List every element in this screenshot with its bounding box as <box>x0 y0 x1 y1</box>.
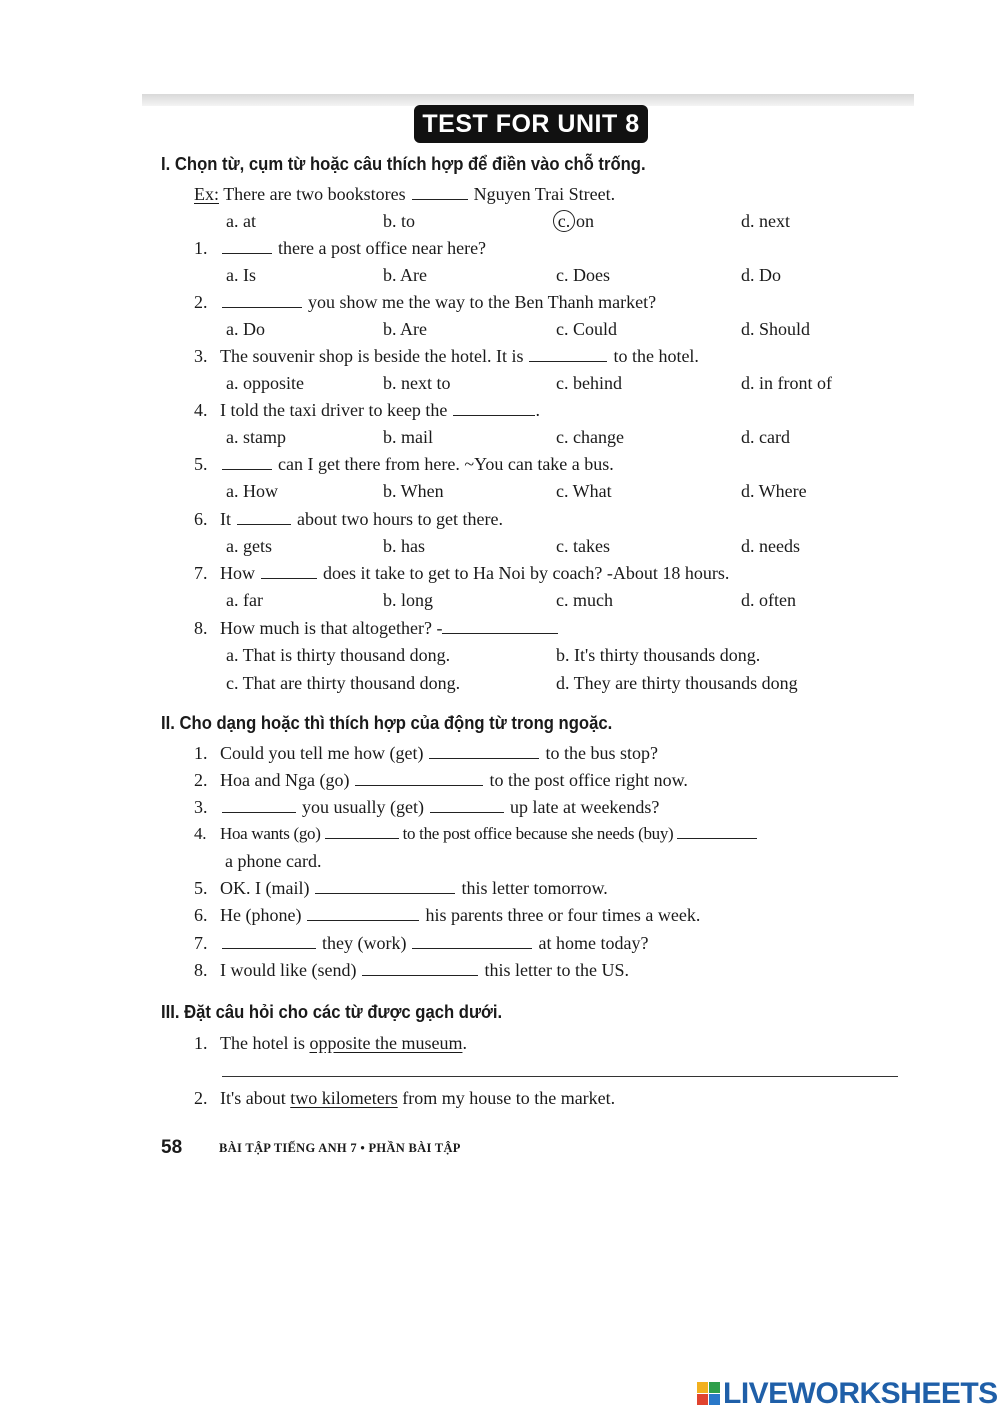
example-text-before: There are two bookstores <box>223 184 406 204</box>
underlined-phrase: opposite the museum <box>309 1033 463 1053</box>
item-number: 2. <box>194 1088 208 1108</box>
verb-item-4-cont: a phone card. <box>225 851 322 871</box>
verb-item-3 <box>194 795 659 819</box>
question-text-before: How <box>220 563 255 583</box>
item-number: 1. <box>194 1033 208 1053</box>
answer-blank[interactable] <box>430 798 504 813</box>
example-option-a: a. at <box>226 211 256 231</box>
verb-item-2 <box>194 768 688 792</box>
question-text-before: How much is that altogether? - <box>220 618 443 638</box>
item-text-b: this letter tomorrow. <box>461 878 608 898</box>
example-question <box>194 182 615 206</box>
answer-blank[interactable] <box>325 824 399 839</box>
q8-option-c[interactable]: c. That are thirty thousand dong. <box>226 673 461 693</box>
question-text: can I get there from here. ~You can take a bus. <box>278 454 614 474</box>
q4-option-b[interactable]: b. mail <box>383 427 433 447</box>
brand-text: LIVEWORKSHEETS <box>723 1377 998 1410</box>
q2-option-d[interactable]: d. Should <box>741 319 811 339</box>
q2-option-c[interactable]: c. Could <box>556 319 617 339</box>
q4-option-a[interactable]: a. stamp <box>226 427 286 447</box>
verb-item-7 <box>194 931 648 955</box>
q6-option-b[interactable]: b. has <box>383 536 425 556</box>
question-text: you show me the way to the Ben Thanh market? <box>308 292 657 312</box>
rewrite-item-1 <box>194 1031 467 1055</box>
question-text: there a post office near here? <box>278 238 487 258</box>
rewrite-item-2 <box>194 1086 615 1110</box>
answer-blank[interactable] <box>529 347 607 362</box>
q6-option-d[interactable]: d. needs <box>741 536 800 556</box>
circled-option-c: c. <box>553 210 575 232</box>
section-3-heading: III. Đặt câu hỏi cho các từ được gạch dưới. <box>161 1001 503 1022</box>
answer-blank[interactable] <box>222 934 316 949</box>
question-number: 5. <box>194 454 208 474</box>
item-text-before: The hotel is <box>220 1033 305 1053</box>
answer-blank[interactable] <box>261 564 317 579</box>
q3-option-d[interactable]: d. in front of <box>741 373 832 393</box>
question-text-after: . <box>535 400 540 420</box>
item-text-b: to the bus stop? <box>545 743 658 763</box>
section-1-heading: I. Chọn từ, cụm từ hoặc câu thích hợp để điền vào chỗ trống. <box>161 153 646 174</box>
example-label: Ex: <box>194 184 219 204</box>
logo-grid-icon <box>697 1382 721 1406</box>
item-number: 4. <box>194 824 207 843</box>
q1-option-a[interactable]: a. Is <box>226 265 256 285</box>
item-number: 8. <box>194 960 208 980</box>
book-title-footer: BÀI TẬP TIẾNG ANH 7 • PHẦN BÀI TẬP <box>219 1141 461 1155</box>
question-number: 1. <box>194 238 208 258</box>
answer-blank[interactable] <box>315 879 455 894</box>
question-2 <box>194 290 656 314</box>
q7-option-b[interactable]: b. long <box>383 590 434 610</box>
answer-blank[interactable] <box>222 798 296 813</box>
q7-option-c[interactable]: c. much <box>556 590 613 610</box>
item-text-b: at home today? <box>538 933 649 953</box>
q4-option-c[interactable]: c. change <box>556 427 624 447</box>
question-number: 8. <box>194 618 208 638</box>
answer-blank[interactable] <box>237 510 291 525</box>
page-number: 58 <box>161 1137 183 1158</box>
question-number: 2. <box>194 292 208 312</box>
example-option-c-text: on <box>576 211 594 231</box>
q6-option-a[interactable]: a. gets <box>226 536 272 556</box>
q8-option-a[interactable]: a. That is thirty thousand dong. <box>226 645 451 665</box>
answer-line[interactable] <box>222 1076 898 1077</box>
answer-blank[interactable] <box>412 934 532 949</box>
question-text-before: It <box>220 509 231 529</box>
q5-option-d[interactable]: d. Where <box>741 481 807 501</box>
answer-blank[interactable] <box>362 961 478 976</box>
q8-option-d[interactable]: d. They are thirty thousands dong <box>556 673 798 693</box>
page-title: TEST FOR UNIT 8 <box>414 105 648 143</box>
answer-blank[interactable] <box>307 906 419 921</box>
question-number: 6. <box>194 509 208 529</box>
example-option-d: d. next <box>741 211 790 231</box>
item-text-b: his parents three or four times a week. <box>425 905 701 925</box>
question-text-before: The souvenir shop is beside the hotel. It is <box>220 346 524 366</box>
verb-item-6 <box>194 903 700 927</box>
question-1 <box>194 236 486 260</box>
verb-item-4 <box>194 822 761 846</box>
question-5 <box>194 452 614 476</box>
item-text-a: they (work) <box>322 933 407 953</box>
question-text-after: to the hotel. <box>613 346 699 366</box>
item-text-a: Could you tell me how (get) <box>220 743 424 763</box>
question-4 <box>194 398 540 422</box>
q3-option-b[interactable]: b. next to <box>383 373 451 393</box>
question-3 <box>194 344 699 368</box>
item-text-before: It's about <box>220 1088 286 1108</box>
question-6 <box>194 507 503 531</box>
example-option-b: b. to <box>383 211 416 231</box>
q5-option-a[interactable]: a. How <box>226 481 278 501</box>
question-number: 4. <box>194 400 208 420</box>
item-text-b: to the post office right now. <box>489 770 688 790</box>
item-number: 7. <box>194 933 208 953</box>
q2-option-a[interactable]: a. Do <box>226 319 265 339</box>
answer-blank[interactable] <box>677 824 757 839</box>
answer-blank[interactable] <box>222 455 272 470</box>
verb-item-1 <box>194 741 658 765</box>
item-text-a: I would like (send) <box>220 960 357 980</box>
q1-option-b[interactable]: b. Are <box>383 265 427 285</box>
answer-blank[interactable] <box>222 239 272 254</box>
item-number: 6. <box>194 905 208 925</box>
item-text-after: . <box>462 1033 467 1053</box>
q2-option-b[interactable]: b. Are <box>383 319 427 339</box>
question-text-after: about two hours to get there. <box>297 509 503 529</box>
q4-option-d[interactable]: d. card <box>741 427 790 447</box>
example-option-c <box>556 209 594 233</box>
question-number: 7. <box>194 563 208 583</box>
item-text-b: this letter to the US. <box>484 960 629 980</box>
question-text-after: does it take to get to Ha Noi by coach? -About 18 hours. <box>323 563 730 583</box>
q6-option-c[interactable]: c. takes <box>556 536 610 556</box>
question-text-before: I told the taxi driver to keep the <box>220 400 448 420</box>
q5-option-c[interactable]: c. What <box>556 481 612 501</box>
question-7 <box>194 561 729 585</box>
q3-option-c[interactable]: c. behind <box>556 373 622 393</box>
q8-option-b[interactable]: b. It's thirty thousands dong. <box>556 645 761 665</box>
q1-option-c[interactable]: c. Does <box>556 265 610 285</box>
item-text-a: Hoa wants (go) <box>220 824 321 843</box>
answer-blank[interactable] <box>222 293 302 308</box>
answer-blank[interactable] <box>355 771 483 786</box>
answer-blank[interactable] <box>412 185 468 200</box>
item-text-a: Hoa and Nga (go) <box>220 770 350 790</box>
answer-blank[interactable] <box>442 619 558 634</box>
q5-option-b[interactable]: b. When <box>383 481 444 501</box>
answer-blank[interactable] <box>429 744 539 759</box>
item-text-a: OK. I (mail) <box>220 878 310 898</box>
answer-blank[interactable] <box>453 401 535 416</box>
q3-option-a[interactable]: a. opposite <box>226 373 304 393</box>
item-text-b: to the post office because she needs (buy) <box>402 824 674 843</box>
section-2-heading: II. Cho dạng hoặc thì thích hợp của động từ trong ngoặc. <box>161 712 613 733</box>
q7-option-a[interactable]: a. far <box>226 590 263 610</box>
item-number: 3. <box>194 797 208 817</box>
item-text-b: up late at weekends? <box>509 797 660 817</box>
underlined-phrase: two kilometers <box>290 1088 398 1108</box>
verb-item-5 <box>194 876 608 900</box>
q7-option-d[interactable]: d. often <box>741 590 796 610</box>
item-number: 2. <box>194 770 208 790</box>
example-text-after: Nguyen Trai Street. <box>473 184 616 204</box>
item-text-a: you usually (get) <box>302 797 424 817</box>
item-text-after: from my house to the market. <box>402 1088 616 1108</box>
item-number: 5. <box>194 878 208 898</box>
item-text-a: He (phone) <box>220 905 302 925</box>
item-number: 1. <box>194 743 208 763</box>
question-number: 3. <box>194 346 208 366</box>
verb-item-8 <box>194 958 629 982</box>
q1-option-d[interactable]: d. Do <box>741 265 781 285</box>
question-8 <box>194 616 564 640</box>
